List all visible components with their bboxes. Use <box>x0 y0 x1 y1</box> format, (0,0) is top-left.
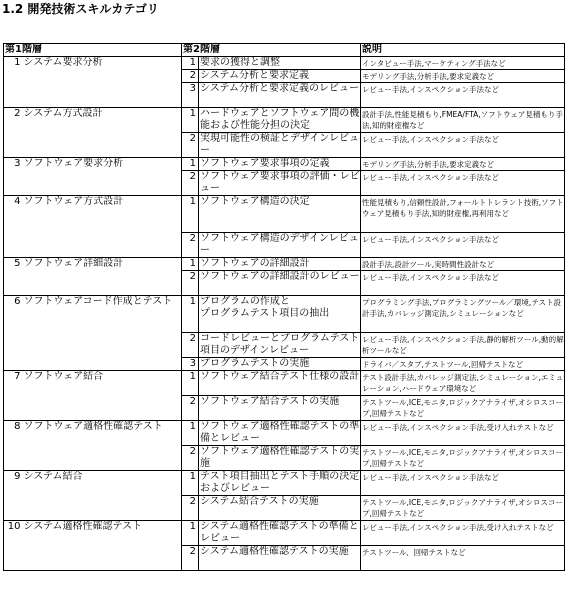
category-number: 1 <box>4 57 23 108</box>
item-description: レビュー手法,インスペクション手法など <box>361 271 565 296</box>
item-description: プログラミング手法,プログラミングツール／環境,テスト設計手法,カバレッジ測定法,シミュレーションなど <box>361 296 565 333</box>
category-number: 4 <box>4 196 23 258</box>
table-row <box>4 57 565 70</box>
item-name: 要求の獲得と調整 <box>199 57 361 70</box>
table-row <box>4 296 565 333</box>
item-description: レビュー手法,インスペクション手法など <box>361 233 565 258</box>
item-name: システム分析と要求定義のレビュー <box>199 83 361 108</box>
table-row <box>4 421 565 446</box>
category-number: 10 <box>4 521 23 571</box>
item-number: 1 <box>182 108 199 133</box>
category-name: ソフトウェア適格性確認テスト <box>23 421 182 471</box>
table-row <box>4 158 565 171</box>
item-number: 1 <box>182 258 199 271</box>
item-number: 3 <box>182 358 199 371</box>
item-description: レビュー手法,インスペクション手法など <box>361 471 565 496</box>
item-name: システム適格性確認テストの準備とレビュー <box>200 521 359 544</box>
item-description: ドライバ／スタブ,テストツール,回帰テストなど <box>361 358 565 371</box>
header-level2: 第2階層 <box>182 44 361 57</box>
item-number: 2 <box>182 133 199 158</box>
category-name: ソフトウェア方式設計 <box>23 196 182 258</box>
skill-category-table <box>3 43 565 571</box>
item-name: 実現可能性の検証とデザインレビュー <box>200 133 360 156</box>
item-name: システム結合テストの実施 <box>199 496 361 521</box>
item-name: ソフトウェア構造の決定 <box>199 196 361 233</box>
item-name: システム分析と要求定義 <box>199 70 361 83</box>
item-number: 2 <box>182 233 199 258</box>
item-name: テスト項目抽出とテスト手順の決定およびレビュー <box>200 471 360 494</box>
category-name: ソフトウェア結合 <box>23 371 182 421</box>
item-name: プログラムテストの実施 <box>199 358 361 371</box>
item-description: レビュー手法,インスペクション手法など <box>361 171 565 196</box>
item-number: 2 <box>182 271 199 296</box>
item-description: テストツール、回帰テストなど <box>361 546 565 571</box>
category-number: 6 <box>4 296 23 371</box>
item-number: 1 <box>182 158 199 171</box>
item-name: ソフトウェアの詳細設計のレビュー <box>199 271 361 296</box>
item-description: テスト設計手法,カバレッジ測定法,シミュレーション,エミュレーション,ハードウェア環境など <box>361 371 565 396</box>
item-name: ハードウェアとソフトウェア間の機能および性能分担の決定 <box>200 108 360 131</box>
item-name: ソフトウェア適格性確認テストの実施 <box>200 446 360 469</box>
category-number: 2 <box>4 108 23 158</box>
item-name: コードレビューとプログラムテスト項目のデザインレビュー <box>200 333 360 356</box>
item-name: プログラムの作成と プログラムテスト項目の抽出 <box>199 296 361 333</box>
item-number: 3 <box>182 83 199 108</box>
table-row <box>4 371 565 396</box>
category-number: 9 <box>4 471 23 521</box>
item-name: ソフトウェア要求事項の定義 <box>199 158 361 171</box>
item-number: 1 <box>182 421 199 446</box>
item-number: 2 <box>182 171 199 196</box>
category-name: ソフトウェア詳細設計 <box>23 258 182 296</box>
item-name: ソフトウェアの詳細設計 <box>199 258 361 271</box>
item-number: 2 <box>182 396 199 421</box>
item-description: 設計手法,設計ツール,実時間性設計など <box>361 258 565 271</box>
table-row <box>4 258 565 271</box>
item-description: モデリング手法,分析手法,要求定義など <box>361 158 565 171</box>
table-row <box>4 521 565 546</box>
category-name: システム結合 <box>23 471 182 521</box>
item-description: テストツール,ICE,モニタ,ロジックアナライザ,オシロスコープ,回帰テストなど <box>361 496 565 521</box>
item-name: ソフトウェア適格性確認テストの準備とレビュー <box>200 421 360 444</box>
item-number: 1 <box>182 196 199 233</box>
category-number: 5 <box>4 258 23 296</box>
item-number: 2 <box>182 70 199 83</box>
item-description: レビュー手法,インスペクション手法,受け入れテストなど <box>361 521 565 546</box>
page-title: 1.2 開発技術スキルカテゴリ <box>2 2 159 16</box>
table-row <box>4 108 565 133</box>
category-name: システム適格性確認テスト <box>23 521 182 571</box>
category-name: システム要求分析 <box>23 57 182 108</box>
item-number: 2 <box>182 496 199 521</box>
category-name: システム方式設計 <box>23 108 182 158</box>
item-number: 1 <box>182 57 199 70</box>
item-description: レビュー手法,インスペクション手法など <box>361 133 565 158</box>
item-description: レビュー手法,インスペクション手法,静的解析ツール,動的解析ツールなど <box>361 333 565 358</box>
item-number: 2 <box>182 446 199 471</box>
item-number: 2 <box>182 546 199 571</box>
category-number: 8 <box>4 421 23 471</box>
item-description: テストツール,ICE,モニタ,ロジックアナライザ,オシロスコープ,回帰テストなど <box>361 446 565 471</box>
item-number: 1 <box>182 521 199 546</box>
table-row <box>4 196 565 233</box>
item-name: システム適格性確認テストの実施 <box>199 546 361 571</box>
item-name: ソフトウェア結合テストの実施 <box>199 396 361 421</box>
table-row <box>4 471 565 496</box>
category-number: 7 <box>4 371 23 421</box>
item-description: 性能見積もり,信頼性設計,フォールトトレラント技術,ソフトウェア見積もり手法,知的財産権,再利用など <box>361 196 565 233</box>
item-description: テストツール,ICE,モニタ,ロジックアナライザ,オシロスコープ,回帰テストなど <box>361 396 565 421</box>
header-desc: 説明 <box>361 44 565 57</box>
item-name: ソフトウェア要求事項の評価・レビュー <box>200 171 360 194</box>
item-number: 1 <box>182 296 199 333</box>
item-name: ソフトウェア結合テスト仕様の設計 <box>199 371 361 396</box>
category-name: ソフトウェア要求分析 <box>23 158 182 196</box>
item-number: 2 <box>182 333 199 358</box>
item-description: インタビュー手法,マーケティング手法など <box>361 57 565 70</box>
header-level1: 第1階層 <box>4 44 182 57</box>
item-description: レビュー手法,インスペクション手法,受け入れテストなど <box>361 421 565 446</box>
category-name: ソフトウェアコード作成とテスト <box>23 296 182 371</box>
item-name: ソフトウェア構造のデザインレビュー <box>200 233 359 256</box>
table-header-row <box>4 44 565 57</box>
item-description: レビュー手法,インスペクション手法など <box>361 83 565 108</box>
item-number: 1 <box>182 471 199 496</box>
item-number: 1 <box>182 371 199 396</box>
item-description: モデリング手法,分析手法,要求定義など <box>361 70 565 83</box>
category-number: 3 <box>4 158 23 196</box>
item-description: 設計手法,性能見積もり,FMEA/FTA,ソフトウェア見積もり手法,知的財産権など <box>361 108 565 133</box>
